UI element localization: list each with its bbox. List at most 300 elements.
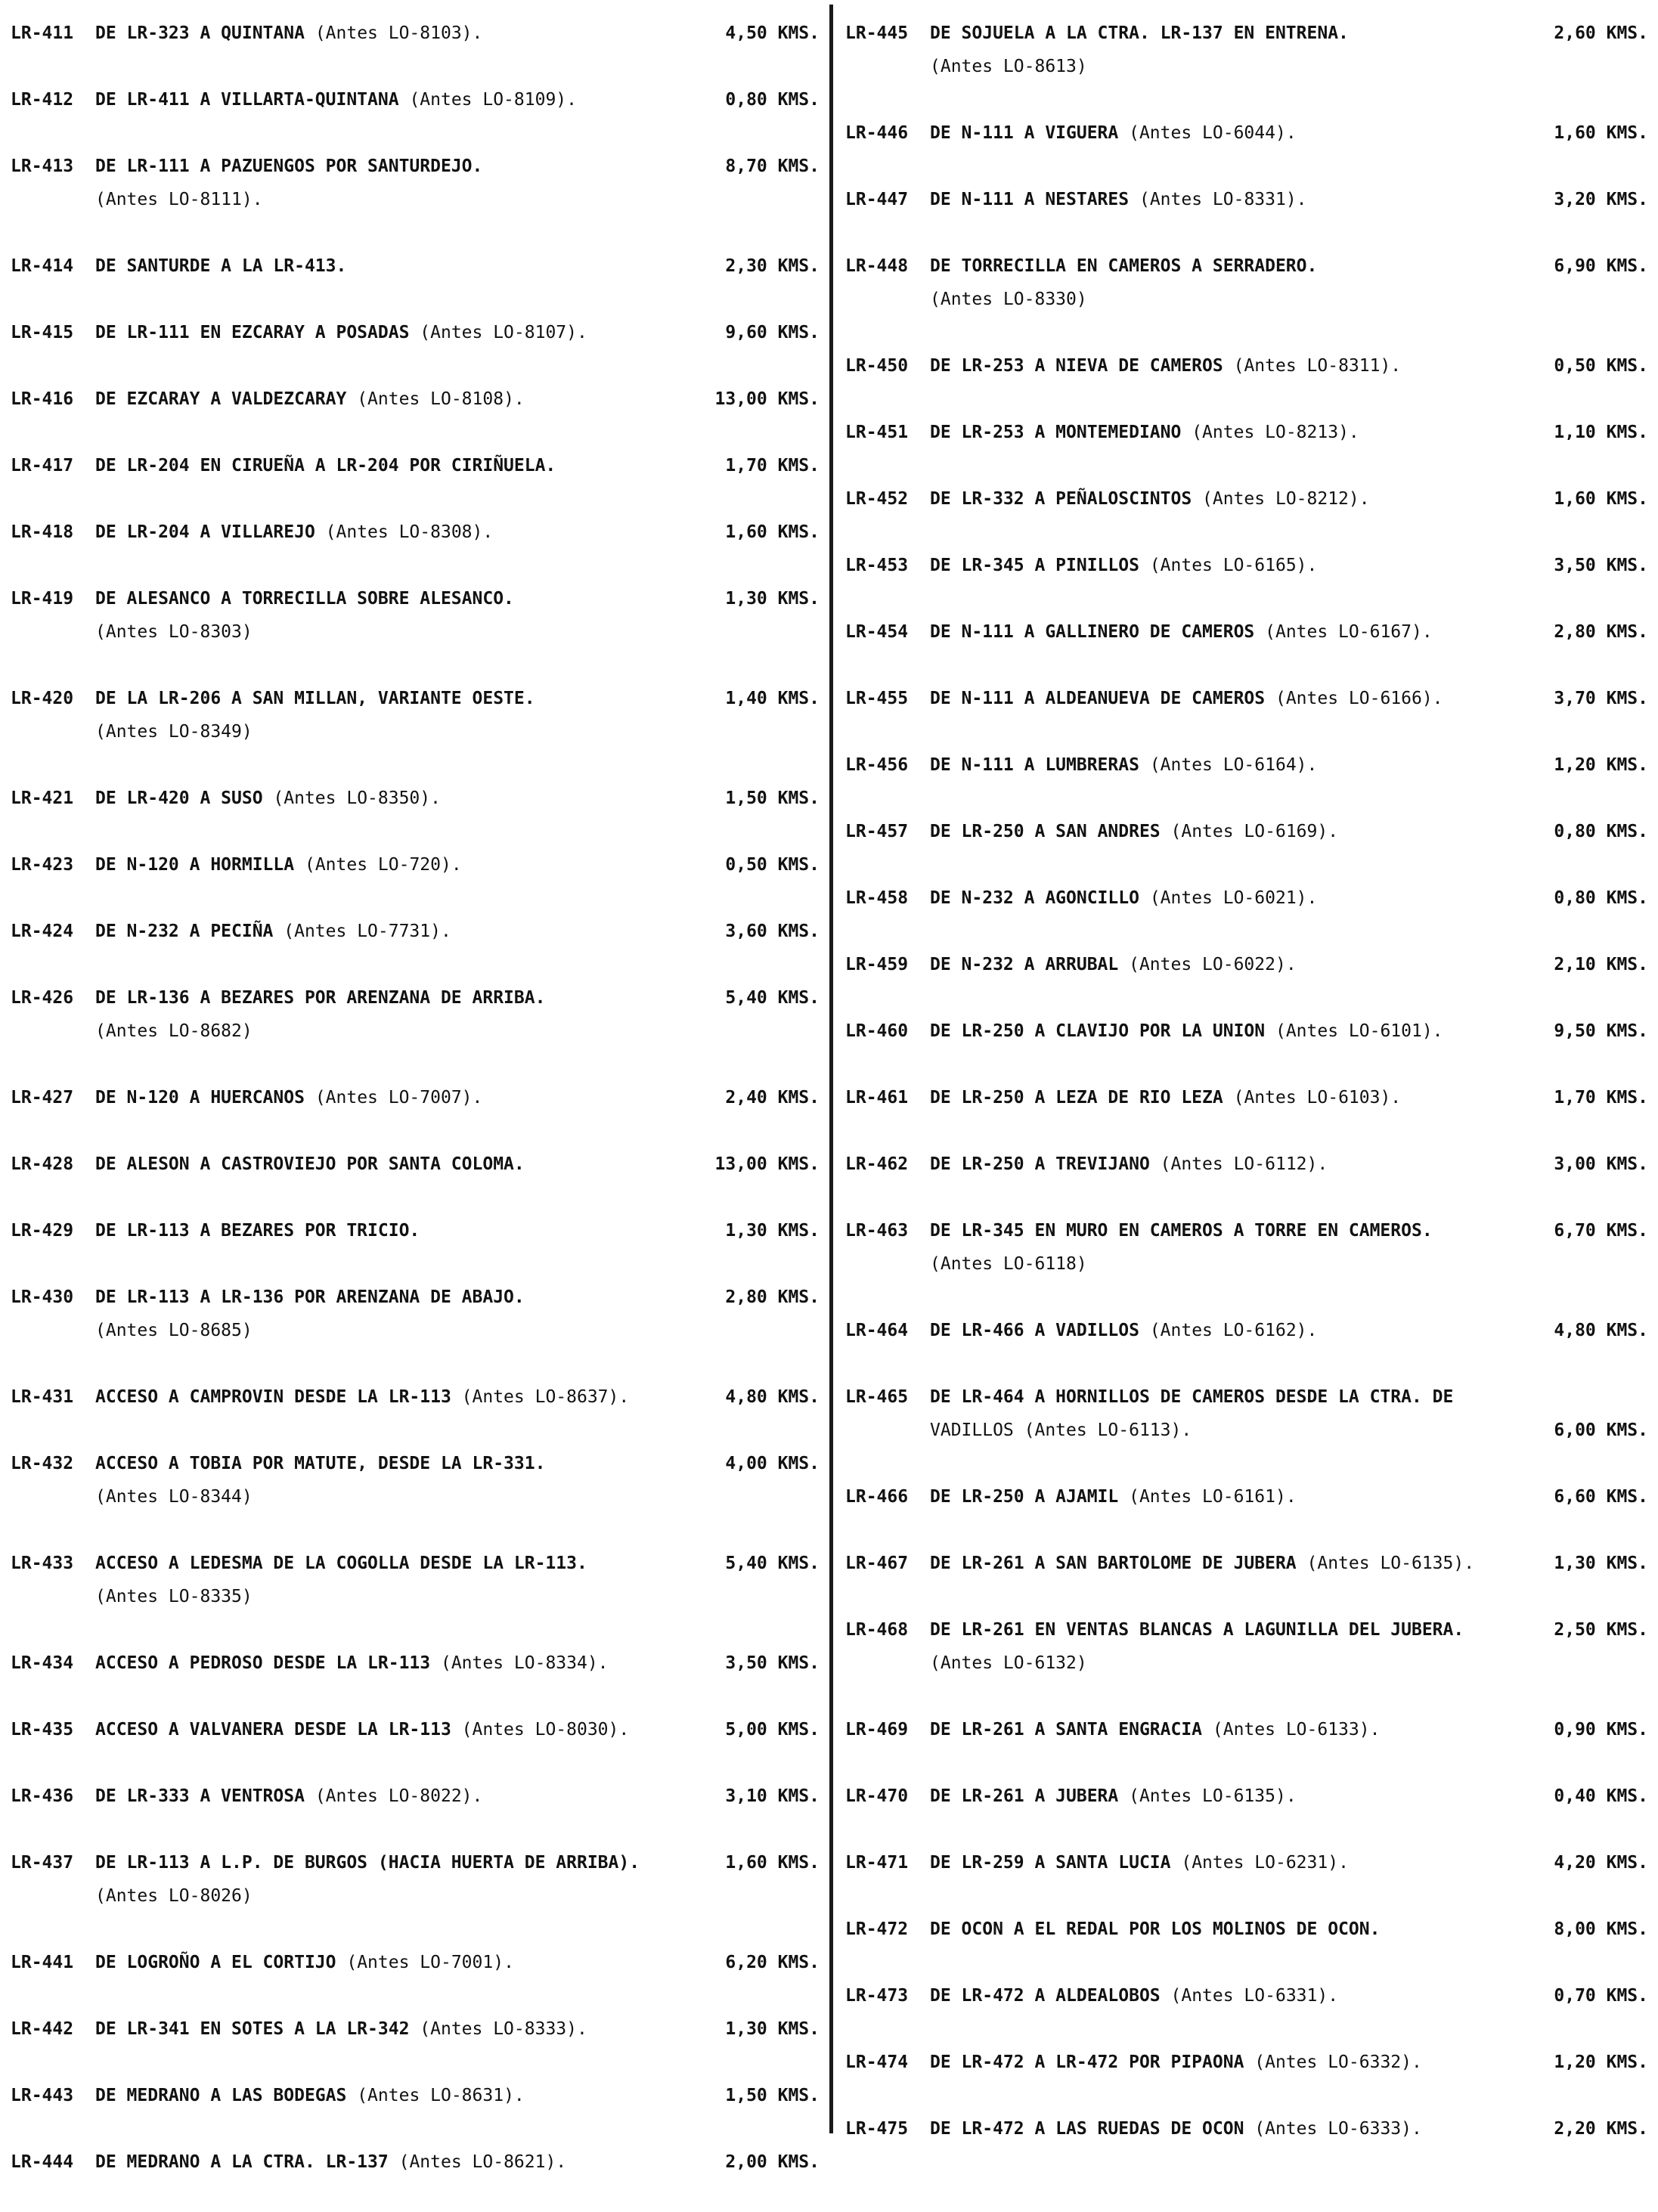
road-description (95, 2079, 687, 2112)
road-line (95, 2012, 820, 2046)
road-code: LR-450 (845, 356, 909, 376)
road-entry (11, 582, 820, 649)
road-body (930, 1613, 1648, 1680)
road-body (930, 1380, 1648, 1447)
road-description (95, 150, 687, 183)
road-length: 1,50 KMS. (725, 788, 820, 808)
road-line (930, 17, 1648, 50)
road-length: 1,60 KMS. (1554, 123, 1648, 143)
road-code: LR-412 (11, 90, 74, 110)
road-body (930, 1480, 1648, 1513)
road-route: DE LR-341 EN SOTES A LA LR-342 (95, 2019, 410, 2039)
road-entry (845, 2046, 1648, 2079)
road-description (95, 2145, 687, 2179)
road-route: DE ALESANCO A TORRECILLA SOBRE ALESANCO. (95, 589, 514, 609)
road-description (95, 1380, 687, 1414)
road-route: DE LR-113 A L.P. DE BURGOS (HACIA HUERTA DE ARRIBA). (95, 1853, 640, 1873)
road-body (930, 482, 1648, 516)
road-length: 0,80 KMS. (725, 90, 820, 110)
road-line (95, 150, 820, 183)
road-length: 1,30 KMS. (725, 2019, 820, 2039)
road-length: 1,20 KMS. (1554, 755, 1648, 775)
road-body (930, 1780, 1648, 1813)
road-entry (845, 815, 1648, 848)
road-body (95, 249, 820, 283)
road-body (930, 1713, 1648, 1746)
road-body (930, 416, 1648, 449)
road-code: LR-455 (845, 689, 909, 708)
road-length: 0,50 KMS. (1554, 356, 1648, 376)
road-line (95, 1214, 820, 1247)
road-former-code-line: (Antes LO-8685) (95, 1321, 253, 1340)
road-length: 3,50 KMS. (1554, 556, 1648, 575)
road-former-code: (Antes LO-8108). (357, 389, 525, 409)
road-body (95, 1380, 820, 1414)
road-former-code: (Antes LO-6112). (1160, 1154, 1328, 1174)
road-former-code: (Antes LO-6332). (1254, 2052, 1422, 2072)
road-description (930, 1148, 1516, 1181)
road-entry (11, 1780, 820, 1813)
road-body (95, 1148, 820, 1181)
road-former-code-line: (Antes LO-8111). (95, 190, 263, 209)
road-length: 1,20 KMS. (1554, 2052, 1648, 2072)
road-route: DE LR-111 A PAZUENGOS POR SANTURDEJO. (95, 156, 483, 176)
road-entry (845, 1081, 1648, 1114)
road-line (930, 50, 1648, 83)
road-body (95, 682, 820, 748)
road-route: DE N-232 A AGONCILLO (930, 888, 1139, 908)
road-entry (11, 2079, 820, 2112)
road-entry (11, 2012, 820, 2046)
road-description (930, 1214, 1516, 1247)
road-description (930, 183, 1516, 216)
road-description (930, 549, 1516, 582)
road-route: DE LR-411 A VILLARTA-QUINTANA (95, 90, 399, 110)
road-line (95, 449, 820, 482)
road-code: LR-444 (11, 2152, 74, 2172)
road-code: LR-436 (11, 1786, 74, 1806)
road-line (930, 2112, 1648, 2145)
road-route: DE N-232 A ARRUBAL (930, 955, 1119, 974)
road-entry (11, 516, 820, 549)
road-former-code: (Antes LO-8022). (315, 1786, 483, 1806)
road-former-code: (Antes LO-6103). (1233, 1088, 1402, 1108)
road-route: DE LR-261 A JUBERA (930, 1786, 1119, 1806)
road-code: LR-434 (11, 1653, 74, 1673)
right-column (845, 17, 1648, 2179)
road-route: DE LA LR-206 A SAN MILLAN, VARIANTE OESTE. (95, 689, 535, 708)
road-code: LR-430 (11, 1287, 74, 1307)
road-entry (845, 1547, 1648, 1580)
road-route: DE LOGROÑO A EL CORTIJO (95, 1953, 336, 1972)
road-code: LR-417 (11, 456, 74, 476)
road-line (95, 249, 820, 283)
road-former-code: (Antes LO-6133). (1212, 1720, 1381, 1740)
road-code: LR-467 (845, 1554, 909, 1573)
road-length: 13,00 KMS. (714, 389, 820, 409)
road-entry (845, 482, 1648, 516)
road-code: LR-437 (11, 1853, 74, 1873)
road-description (930, 2112, 1516, 2145)
road-route: DE LR-420 A SUSO (95, 788, 263, 808)
road-entry (845, 1380, 1648, 1447)
road-code: LR-460 (845, 1021, 909, 1041)
road-route: DE LR-332 A PEÑALOSCINTOS (930, 489, 1192, 509)
road-length: 2,80 KMS. (1554, 622, 1648, 642)
road-line (930, 1913, 1648, 1946)
road-body (95, 981, 820, 1048)
road-description (930, 116, 1516, 150)
road-entry (11, 682, 820, 748)
road-line (930, 1148, 1648, 1181)
road-line (95, 1148, 820, 1181)
road-route: DE N-232 A PECIÑA (95, 922, 274, 941)
road-route: DE LR-464 A HORNILLOS DE CAMEROS DESDE LA CTRA. DE (930, 1387, 1454, 1407)
road-body (930, 1979, 1648, 2012)
road-route: DE LR-472 A LR-472 POR PIPAONA (930, 2052, 1244, 2072)
road-code: LR-445 (845, 23, 909, 43)
road-former-code: (Antes LO-6231). (1181, 1853, 1349, 1873)
road-entry (11, 1946, 820, 1979)
road-description (930, 1081, 1516, 1114)
road-entry (11, 848, 820, 881)
road-line (930, 1613, 1648, 1647)
road-former-code: (Antes LO-6164). (1149, 755, 1318, 775)
road-line (95, 1713, 820, 1746)
road-former-code: (Antes LO-8631). (357, 2086, 525, 2105)
road-length: 3,60 KMS. (725, 922, 820, 941)
road-line (95, 1647, 820, 1680)
road-entry (11, 1713, 820, 1746)
road-line (95, 782, 820, 815)
road-code: LR-418 (11, 522, 74, 542)
road-body (930, 1314, 1648, 1347)
road-length: 6,00 KMS. (1554, 1420, 1648, 1440)
road-former-code: (Antes LO-8331). (1139, 190, 1307, 209)
road-code: LR-475 (845, 2119, 909, 2139)
road-length: 1,40 KMS. (725, 689, 820, 708)
road-line (930, 1414, 1648, 1447)
road-body (930, 183, 1648, 216)
road-description (95, 1081, 687, 1114)
road-code: LR-411 (11, 23, 74, 43)
road-length: 3,10 KMS. (725, 1786, 820, 1806)
road-former-code: (Antes LO-8030). (461, 1720, 630, 1740)
road-line (930, 2046, 1648, 2079)
road-line (930, 881, 1648, 915)
road-description (930, 1913, 1516, 1946)
road-body (930, 549, 1648, 582)
road-route: DE SANTURDE A LA LR-413. (95, 256, 347, 276)
road-description (930, 1780, 1516, 1813)
road-length: 1,30 KMS. (725, 1221, 820, 1241)
road-entry (11, 1647, 820, 1680)
road-code: LR-459 (845, 955, 909, 974)
road-body (95, 582, 820, 649)
road-entry (11, 150, 820, 216)
road-body (930, 2046, 1648, 2079)
road-body (930, 1081, 1648, 1114)
road-length: 1,30 KMS. (725, 589, 820, 609)
road-description (930, 1979, 1516, 2012)
road-body (95, 516, 820, 549)
road-entry (11, 1148, 820, 1181)
road-length: 2,60 KMS. (1554, 23, 1648, 43)
road-code: LR-423 (11, 855, 74, 875)
road-entry (845, 349, 1648, 383)
road-length: 0,80 KMS. (1554, 888, 1648, 908)
road-length: 1,50 KMS. (725, 2086, 820, 2105)
road-line (95, 1846, 820, 1879)
road-description (930, 1314, 1516, 1347)
road-former-code-line: (Antes LO-6132) (930, 1653, 1087, 1673)
road-body (930, 1214, 1648, 1281)
road-route: DE SOJUELA A LA CTRA. LR-137 EN ENTRENA. (930, 23, 1349, 43)
road-entry (845, 615, 1648, 649)
road-line (95, 1879, 820, 1913)
road-body (95, 1647, 820, 1680)
road-body (95, 1447, 820, 1513)
road-route: ACCESO A VALVANERA DESDE LA LR-113 (95, 1720, 451, 1740)
road-code: LR-466 (845, 1487, 909, 1507)
road-description (95, 915, 687, 948)
road-former-code: (Antes LO-7001). (346, 1953, 514, 1972)
road-body (95, 2145, 820, 2179)
road-description (930, 881, 1516, 915)
road-length: 2,30 KMS. (725, 256, 820, 276)
road-description (930, 482, 1516, 516)
road-former-code: (Antes LO-8213). (1192, 423, 1359, 442)
road-former-code: (Antes LO-8103). (315, 23, 483, 43)
road-former-code-line: (Antes LO-6118) (930, 1254, 1087, 1274)
road-former-code: (Antes LO-6166). (1275, 689, 1443, 708)
road-entry (845, 2112, 1648, 2145)
road-former-code-line: (Antes LO-8026) (95, 1886, 253, 1906)
road-entry (845, 1979, 1648, 2012)
road-former-code-line: (Antes LO-8344) (95, 1487, 253, 1507)
road-description (930, 2046, 1516, 2079)
road-code: LR-442 (11, 2019, 74, 2039)
road-line (930, 1979, 1648, 2012)
road-description (930, 1613, 1516, 1647)
road-line (930, 1247, 1648, 1281)
road-route: DE TORRECILLA EN CAMEROS A SERRADERO. (930, 256, 1318, 276)
road-code: LR-469 (845, 1720, 909, 1740)
road-description (930, 1846, 1516, 1879)
road-entry (845, 249, 1648, 316)
road-entry (11, 1547, 820, 1613)
road-length (1516, 1380, 1648, 1414)
road-entry (845, 881, 1648, 915)
road-entry (845, 1713, 1648, 1746)
road-route: DE LR-250 A CLAVIJO POR LA UNION (930, 1021, 1266, 1041)
road-line (95, 915, 820, 948)
road-route: DE LR-250 A TREVIJANO (930, 1154, 1150, 1174)
road-code: LR-453 (845, 556, 909, 575)
road-body (930, 881, 1648, 915)
road-description (95, 316, 687, 349)
road-line (930, 1780, 1648, 1813)
road-description (930, 1713, 1516, 1746)
road-description (930, 615, 1516, 649)
road-route: DE MEDRANO A LAS BODEGAS (95, 2086, 347, 2105)
road-code: LR-415 (11, 323, 74, 342)
road-length: 0,50 KMS. (725, 855, 820, 875)
road-code: LR-414 (11, 256, 74, 276)
road-route: DE LR-345 A PINILLOS (930, 556, 1139, 575)
road-description (95, 1946, 687, 1979)
road-former-code: (Antes LO-6167). (1265, 622, 1433, 642)
road-entry (11, 449, 820, 482)
road-former-code-line: (Antes LO-8330) (930, 290, 1087, 309)
road-length: 0,90 KMS. (1554, 1720, 1648, 1740)
road-entry (11, 83, 820, 116)
road-route: DE LR-204 A VILLAREJO (95, 522, 315, 542)
road-route: DE N-111 A NESTARES (930, 190, 1130, 209)
road-code: LR-432 (11, 1454, 74, 1473)
road-route: DE LR-466 A VADILLOS (930, 1321, 1139, 1340)
road-body (930, 948, 1648, 981)
road-code: LR-443 (11, 2086, 74, 2105)
road-line (95, 682, 820, 715)
road-line (930, 1547, 1648, 1580)
road-body (95, 449, 820, 482)
road-line (930, 1647, 1648, 1680)
road-line (95, 1380, 820, 1414)
road-body (95, 1846, 820, 1913)
column-divider (829, 5, 833, 2133)
road-entry (11, 2145, 820, 2179)
road-description (930, 682, 1516, 715)
road-former-code: (Antes LO-8212). (1202, 489, 1370, 509)
road-code: LR-431 (11, 1387, 74, 1407)
road-line (930, 948, 1648, 981)
road-length: 5,40 KMS. (725, 1554, 820, 1573)
road-entry (845, 1314, 1648, 1347)
road-code: LR-464 (845, 1321, 909, 1340)
road-line (930, 1846, 1648, 1879)
road-length: 1,70 KMS. (1554, 1088, 1648, 1108)
road-code: LR-470 (845, 1786, 909, 1806)
road-body (930, 116, 1648, 150)
road-route: DE LR-250 A LEZA DE RIO LEZA (930, 1088, 1223, 1108)
road-description (95, 1647, 687, 1680)
road-entry (845, 1148, 1648, 1181)
road-length: 3,00 KMS. (1554, 1154, 1648, 1174)
road-former-code: (Antes LO-6021). (1149, 888, 1318, 908)
road-code: LR-456 (845, 755, 909, 775)
road-body (930, 815, 1648, 848)
road-route: DE LR-261 A SAN BARTOLOME DE JUBERA (930, 1554, 1297, 1573)
road-body (95, 848, 820, 881)
road-entry (845, 183, 1648, 216)
road-description (95, 782, 687, 815)
road-line (930, 1214, 1648, 1247)
road-body (95, 1214, 820, 1247)
road-description (95, 682, 687, 715)
road-line (930, 482, 1648, 516)
road-route: DE LR-259 A SANTA LUCIA (930, 1853, 1171, 1873)
road-line (930, 615, 1648, 649)
road-body (95, 1713, 820, 1746)
road-former-code: (Antes LO-7731). (284, 922, 451, 941)
road-length: 3,70 KMS. (1554, 689, 1648, 708)
road-route: DE LR-333 A VENTROSA (95, 1786, 305, 1806)
road-description (930, 17, 1516, 50)
road-route: DE LR-472 A LAS RUEDAS DE OCON (930, 2119, 1244, 2139)
road-entry (845, 416, 1648, 449)
road-former-code-line: (Antes LO-8335) (95, 1587, 253, 1606)
road-description (930, 948, 1516, 981)
road-line (930, 1713, 1648, 1746)
road-entry (845, 1480, 1648, 1513)
road-code: LR-463 (845, 1221, 909, 1241)
road-length: 4,80 KMS. (1554, 1321, 1648, 1340)
road-body (930, 249, 1648, 316)
road-length: 8,00 KMS. (1554, 1919, 1648, 1939)
road-route: DE N-120 A HUERCANOS (95, 1088, 305, 1108)
road-body (95, 383, 820, 416)
road-entry (845, 1913, 1648, 1946)
road-former-code: (Antes LO-6135). (1129, 1786, 1297, 1806)
road-code: LR-429 (11, 1221, 74, 1241)
road-length: 8,70 KMS. (725, 156, 820, 176)
road-route: DE N-111 A VIGUERA (930, 123, 1119, 143)
road-code: LR-454 (845, 622, 909, 642)
road-line (95, 1580, 820, 1613)
road-description (95, 848, 687, 881)
road-former-code: (Antes LO-8308). (325, 522, 494, 542)
road-entry (845, 748, 1648, 782)
road-description (95, 1846, 687, 1879)
road-body (95, 1547, 820, 1613)
road-former-code: (Antes LO-6165). (1149, 556, 1318, 575)
road-description (95, 1547, 687, 1580)
road-line (930, 116, 1648, 150)
road-entry (845, 948, 1648, 981)
road-route: DE LR-261 A SANTA ENGRACIA (930, 1720, 1203, 1740)
road-code: LR-448 (845, 256, 909, 276)
road-code: LR-441 (11, 1953, 74, 1972)
road-code: LR-435 (11, 1720, 74, 1740)
road-entry (11, 383, 820, 416)
road-entry (11, 981, 820, 1048)
road-former-code: (Antes LO-6044). (1129, 123, 1297, 143)
road-former-code: (Antes LO-8311). (1233, 356, 1402, 376)
road-route: DE LR-113 A LR-136 POR ARENZANA DE ABAJO. (95, 1287, 525, 1307)
road-former-code: (Antes LO-8107). (420, 323, 587, 342)
road-length: 5,40 KMS. (725, 988, 820, 1008)
left-column (11, 17, 820, 2212)
road-code: LR-461 (845, 1088, 909, 1108)
road-former-code: (Antes LO-6331). (1170, 1986, 1339, 2006)
road-entry (845, 1214, 1648, 1281)
road-line (930, 416, 1648, 449)
road-former-code: (Antes LO-7007). (315, 1088, 483, 1108)
road-description (95, 449, 687, 482)
road-description (95, 1281, 687, 1314)
road-code: LR-473 (845, 1986, 909, 2006)
road-code: LR-468 (845, 1620, 909, 1640)
road-length: 2,20 KMS. (1554, 2119, 1648, 2139)
road-code: LR-416 (11, 389, 74, 409)
road-line (95, 316, 820, 349)
road-line (930, 1081, 1648, 1114)
road-entry (11, 1380, 820, 1414)
road-length: 2,80 KMS. (725, 1287, 820, 1307)
road-length: 1,70 KMS. (725, 456, 820, 476)
road-route: DE OCON A EL REDAL POR LOS MOLINOS DE OCON. (930, 1919, 1381, 1939)
